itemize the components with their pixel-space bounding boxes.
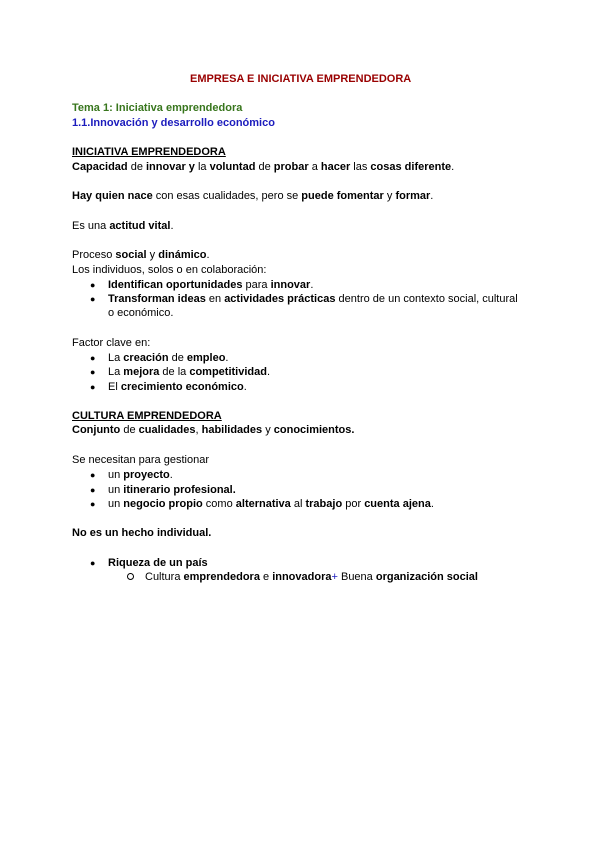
list-item-itinerary: un itinerario profesional. <box>108 484 236 496</box>
attitude-line: Es una actitud vital. <box>72 220 174 232</box>
individuals-line: Los individuos, solos o en colaboración: <box>72 264 267 276</box>
section-heading-iniciativa: INICIATIVA EMPRENDEDORA <box>72 146 226 158</box>
circle-bullet-icon <box>127 573 134 580</box>
theme-heading: Tema 1: Iniciativa emprendedora <box>72 102 243 114</box>
bullet-icon: ● <box>90 280 96 290</box>
bullet-icon: ● <box>90 485 96 495</box>
innate-line: Hay quien nace con esas cualidades, pero se puede fomentar y formar. <box>72 190 434 202</box>
bullet-icon: ● <box>90 470 96 480</box>
sub-list-item-culture: Cultura emprendedora e innovadora+ Buena organización social <box>145 571 478 583</box>
culture-definition-line: Conjunto de cualidades, habilidades y conocimientos. <box>72 424 355 436</box>
list-item-own-business: un negocio propio como alternativa al trabajo por cuenta ajena. <box>108 498 434 510</box>
list-item-wealth: Riqueza de un país <box>108 557 208 569</box>
bullet-icon: ● <box>90 367 96 377</box>
needs-line: Se necesitan para gestionar <box>72 454 209 466</box>
bullet-icon: ● <box>90 558 96 568</box>
bullet-icon: ● <box>90 499 96 509</box>
list-item-competitiveness: La mejora de la competitividad. <box>108 366 271 378</box>
list-item-growth: El crecimiento económico. <box>108 381 247 393</box>
factor-line: Factor clave en: <box>72 337 151 349</box>
not-individual-line: No es un hecho individual. <box>72 527 212 539</box>
bullet-icon: ● <box>90 353 96 363</box>
document-title: EMPRESA E INICIATIVA EMPRENDEDORA <box>190 73 412 85</box>
section-heading-cultura: CULTURA EMPRENDEDORA <box>72 410 222 422</box>
list-item-employment: La creación de empleo. <box>108 352 229 364</box>
subtheme-heading: 1.1.Innovación y desarrollo económico <box>72 117 275 129</box>
process-line: Proceso social y dinámico. <box>72 249 210 261</box>
list-item-transform: Transforman ideas en actividades prácticas dentro de un contexto social, cultural <box>108 293 518 305</box>
definition-line: Capacidad de innovar y la voluntad de probar a hacer las cosas diferente. <box>72 161 455 173</box>
bullet-icon: ● <box>90 294 96 304</box>
list-item-transform-continued: o económico. <box>108 307 174 319</box>
list-item-project: un proyecto. <box>108 469 173 481</box>
bullet-icon: ● <box>90 382 96 392</box>
list-item-identify: Identifican oportunidades para innovar. <box>108 279 314 291</box>
